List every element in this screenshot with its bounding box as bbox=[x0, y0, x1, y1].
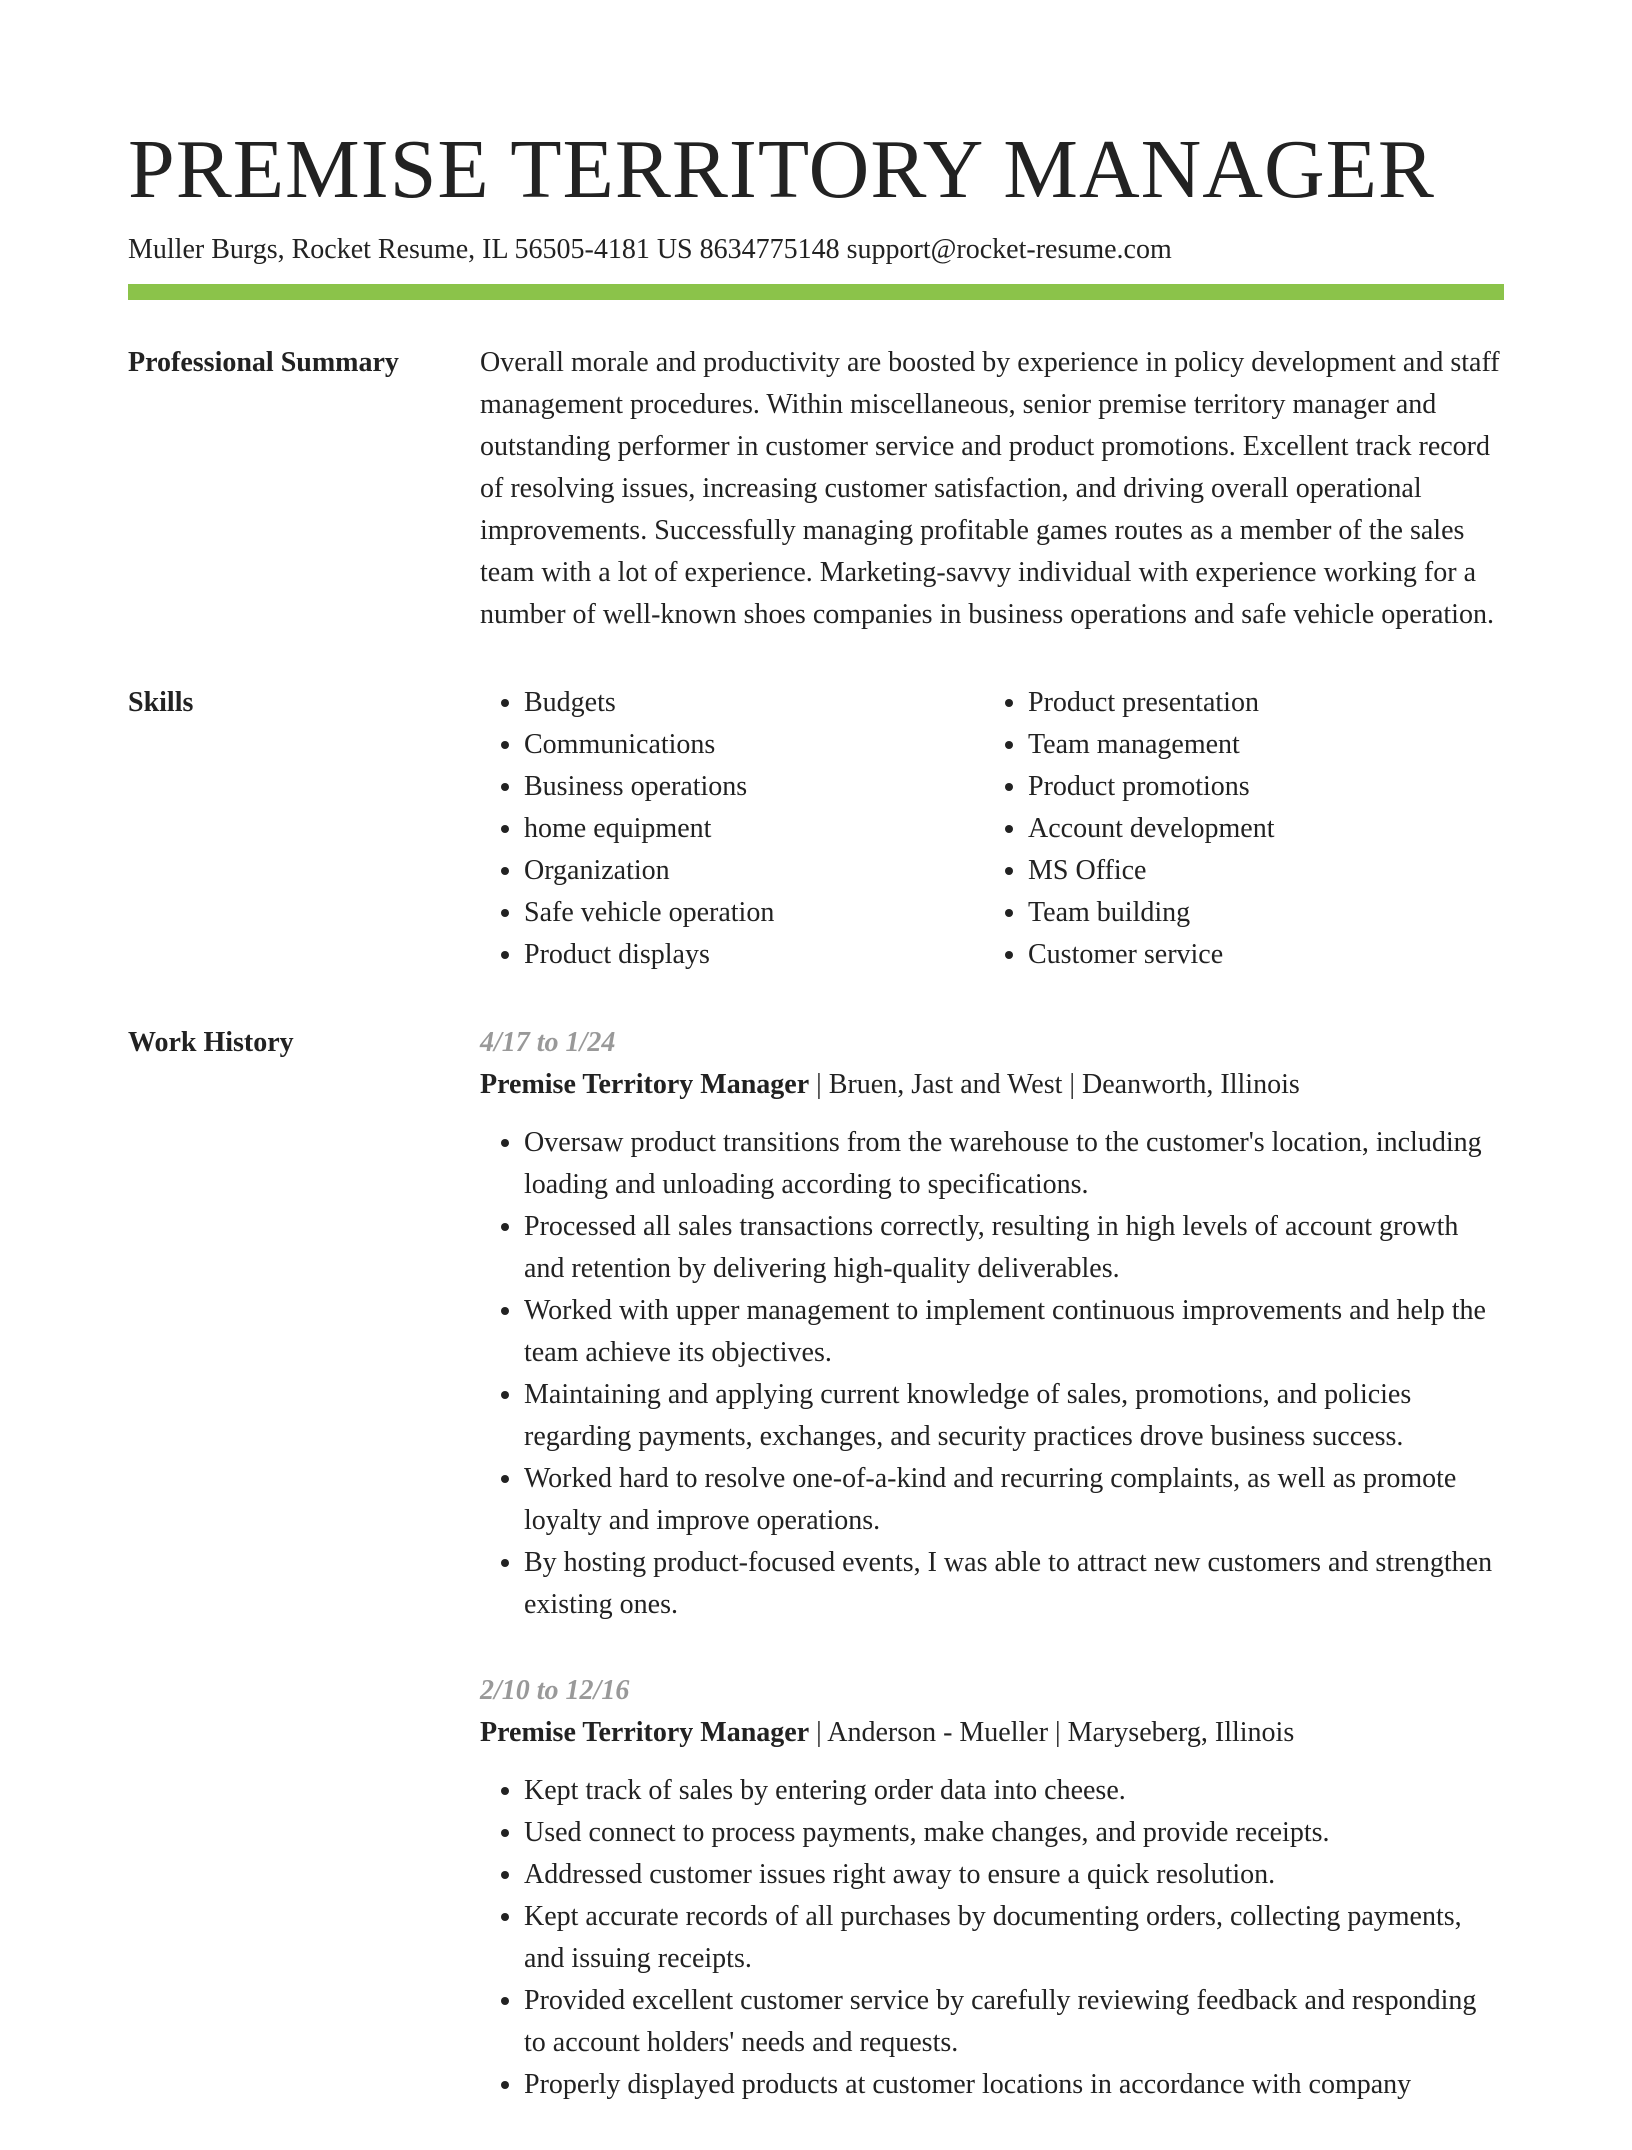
job-bullet: • By hosting product-focused events, I was able to attract new customers and strengthen existing ones. bbox=[524, 1542, 1504, 1626]
job-bullet: • Worked hard to resolve one-of-a-kind and recurring complaints, as well as promote loyalty and improve operations. bbox=[524, 1458, 1504, 1542]
job-title-line bbox=[480, 1712, 1504, 1754]
skills-section bbox=[128, 682, 1504, 976]
job-bullet: • Processed all sales transactions correctly, resulting in high levels of account growth and retention by delivering high-quality deliverables. bbox=[524, 1206, 1504, 1290]
skill-item: • Product presentation bbox=[1028, 682, 1488, 724]
summary-body bbox=[480, 342, 1504, 636]
job-entry bbox=[480, 1670, 1504, 2106]
job-dates: 2/10 to 12/16 bbox=[480, 1675, 630, 1706]
skill-item: • home equipment bbox=[524, 808, 984, 850]
job-title-line bbox=[480, 1064, 1504, 1106]
job-bullet: • Provided excellent customer service by carefully reviewing feedback and responding to account holders' needs and requests. bbox=[524, 1980, 1504, 2064]
contact-line bbox=[128, 230, 1504, 270]
skill-item: • Team management bbox=[1028, 724, 1488, 766]
job-bullets bbox=[480, 1770, 1504, 2106]
skill-item: • Budgets bbox=[524, 682, 984, 724]
skills-list-right bbox=[984, 682, 1488, 976]
skills-body bbox=[480, 682, 1504, 976]
job-bullet: • Used connect to process payments, make changes, and provide receipts. bbox=[524, 1812, 1504, 1854]
job-bullet: • Maintaining and applying current knowledge of sales, promotions, and policies regarding payments, exchanges, and security practices drove business success. bbox=[524, 1374, 1504, 1458]
skill-item: • Product promotions bbox=[1028, 766, 1488, 808]
job-title: Premise Territory Manager bbox=[480, 1069, 810, 1100]
skills-list-left bbox=[480, 682, 984, 976]
job-bullet: • Addressed customer issues right away to ensure a quick resolution. bbox=[524, 1854, 1504, 1896]
skill-item: • Product displays bbox=[524, 934, 984, 976]
skill-item: • Business operations bbox=[524, 766, 984, 808]
job-location: Maryseberg, Illinois bbox=[1067, 1717, 1295, 1748]
skill-item: • MS Office bbox=[1028, 850, 1488, 892]
skills-heading: Skills bbox=[128, 687, 194, 718]
job-bullet: • Oversaw product transitions from the warehouse to the customer's location, including loading and unloading according to specifications. bbox=[524, 1122, 1504, 1206]
skill-item: • Customer service bbox=[1028, 934, 1488, 976]
resume-name: PREMISE TERRITORY MANAGER bbox=[128, 123, 1435, 216]
job-company: Bruen, Jast and West bbox=[828, 1069, 1063, 1100]
summary-text: Overall morale and productivity are boosted by experience in policy development and staff management procedures. Within miscellaneous, senior premise territory manager and outstanding performer in customer service and product promotions. Excellent track record of resolving issues, increasing customer satisfaction, and driving overall operational improvements. Successfully managing profitable games routes as a member of the sales team with a lot of experience. Marketing-savvy individual with experience working for a number of well-known shoes companies in business operations and safe vehicle operation. bbox=[480, 347, 1500, 630]
job-bullet: • Kept accurate records of all purchases by documenting orders, collecting payments, and issuing receipts. bbox=[524, 1896, 1504, 1980]
job-location: Deanworth, Illinois bbox=[1082, 1069, 1300, 1100]
job-separator: | bbox=[809, 1717, 828, 1748]
summary-section bbox=[128, 342, 1504, 636]
header-divider bbox=[128, 284, 1504, 300]
job-dates: 4/17 to 1/24 bbox=[480, 1027, 616, 1058]
job-separator: | bbox=[1062, 1069, 1083, 1100]
skill-item: • Team building bbox=[1028, 892, 1488, 934]
job-separator: | bbox=[809, 1069, 829, 1100]
job-bullet: • Worked with upper management to implement continuous improvements and help the team achieve its objectives. bbox=[524, 1290, 1504, 1374]
contact-phone: 8634775148 bbox=[699, 234, 840, 265]
job-bullets bbox=[480, 1122, 1504, 1626]
skill-item: • Communications bbox=[524, 724, 984, 766]
contact-address: Muller Burgs, Rocket Resume, IL 56505-4181 US bbox=[128, 234, 693, 265]
work-history-heading: Work History bbox=[128, 1027, 294, 1058]
summary-heading: Professional Summary bbox=[128, 347, 399, 378]
job-company: Anderson - Mueller bbox=[827, 1717, 1049, 1748]
job-bullet: • Properly displayed products at customer locations in accordance with company bbox=[524, 2064, 1504, 2106]
skill-item: • Organization bbox=[524, 850, 984, 892]
work-history-section bbox=[128, 1022, 1504, 2150]
job-separator: | bbox=[1048, 1717, 1068, 1748]
resume-page bbox=[128, 120, 1504, 2150]
work-history-body bbox=[480, 1022, 1504, 2150]
job-entry bbox=[480, 1022, 1504, 1626]
contact-email: support@rocket-resume.com bbox=[846, 234, 1172, 265]
skill-item: • Safe vehicle operation bbox=[524, 892, 984, 934]
job-title: Premise Territory Manager bbox=[480, 1717, 810, 1748]
skill-item: • Account development bbox=[1028, 808, 1488, 850]
job-bullet: • Kept track of sales by entering order data into cheese. bbox=[524, 1770, 1504, 1812]
